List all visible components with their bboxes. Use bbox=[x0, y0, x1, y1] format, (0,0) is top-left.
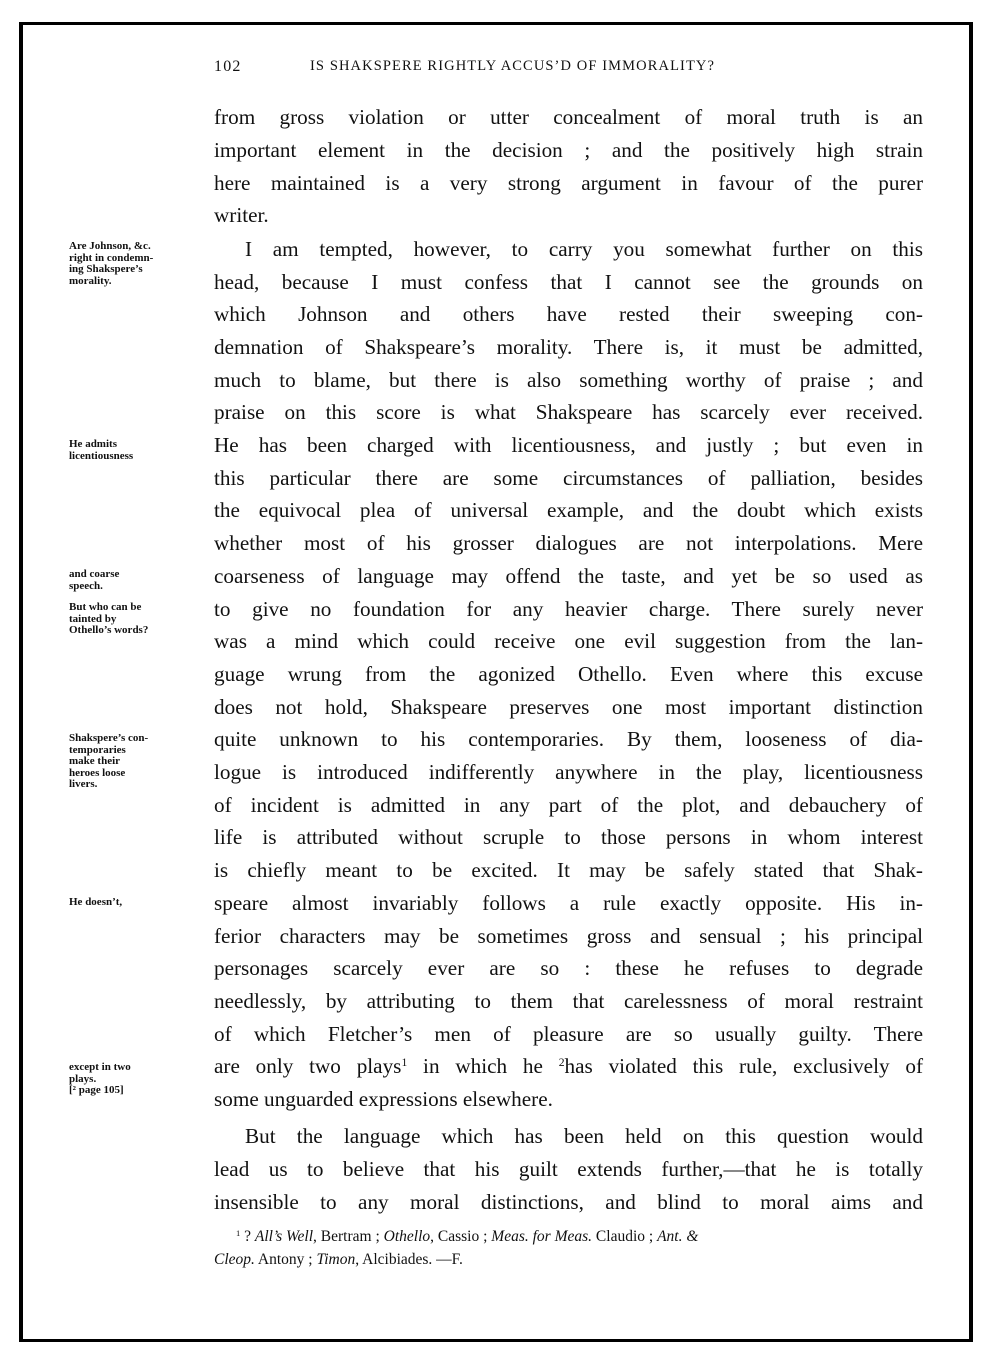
body-line: of which Fletcher’s men of pleasure are so usually guilty. There bbox=[214, 1022, 923, 1046]
margin-note-contemporaries: Shakspere’s con- temporaries make their heroes loose livers. bbox=[69, 732, 149, 790]
body-line: speare almost invariably follows a rule exactly opposite. His in- bbox=[214, 891, 923, 915]
body-line: coarseness of language may offend the taste, and yet be so used as bbox=[214, 564, 923, 588]
margin-note-othello: But who can be tainted by Othello’s words? bbox=[69, 601, 149, 636]
body-line: here maintained is a very strong argument in favour of the purer bbox=[214, 171, 923, 195]
footnote bbox=[214, 1226, 923, 1248]
text-segment: has violated this rule, exclusively of bbox=[564, 1054, 924, 1078]
body-line: of incident is admitted in any part of the plot, and debauchery of bbox=[214, 793, 923, 817]
play-title: Timon bbox=[316, 1251, 356, 1268]
margin-note-doesnt: He doesn’t, bbox=[69, 896, 123, 908]
footnote-text: , Bertram ; bbox=[313, 1228, 384, 1245]
body-line: the equivocal plea of universal example, and the doubt which exists bbox=[214, 498, 923, 522]
body-line: was a mind which could receive one evil suggestion from the lan- bbox=[214, 629, 923, 653]
margin-note-coarse-speech: and coarse speech. bbox=[69, 568, 120, 592]
body-line: praise on this score is what Shakspeare has scarcely ever received. bbox=[214, 400, 923, 424]
footnote-text: Claudio ; bbox=[592, 1228, 658, 1245]
footnote-text: , Cassio ; bbox=[430, 1228, 492, 1245]
margin-note-two-plays: except in two plays. [² page 105] bbox=[69, 1061, 131, 1096]
footnote-text: Antony ; bbox=[254, 1251, 317, 1268]
footnote-text: ? bbox=[244, 1228, 255, 1245]
paragraph-start-line: But the language which has been held on this question would bbox=[245, 1124, 923, 1148]
footnote-line-2 bbox=[214, 1251, 463, 1268]
footnote-text: , Alcibiades. —F. bbox=[355, 1251, 463, 1268]
body-line: much to blame, but there is also something worthy of praise ; and bbox=[214, 368, 923, 392]
body-line: from gross violation or utter concealment of moral truth is an bbox=[214, 105, 923, 129]
body-line: demnation of Shakspeare’s morality. There is, it must be admitted, bbox=[214, 335, 923, 359]
body-line: which Johnson and others have rested their sweeping con- bbox=[214, 302, 923, 326]
body-line: whether most of his grosser dialogues are not interpolations. Mere bbox=[214, 531, 923, 555]
body-line: He has been charged with licentiousness, and justly ; but even in bbox=[214, 433, 923, 457]
margin-note-johnson: Are Johnson, &c. right in condemn- ing Shakspere’s morality. bbox=[69, 240, 154, 287]
footnote-ref-1[interactable]: 1 bbox=[401, 1056, 408, 1070]
footnote-ref-2[interactable]: 2 bbox=[558, 1056, 565, 1070]
body-line: insensible to any moral distinctions, and blind to moral aims and bbox=[214, 1190, 923, 1214]
play-title: Meas. for Meas. bbox=[491, 1228, 593, 1245]
body-line: guage wrung from the agonized Othello. Even where this excuse bbox=[214, 662, 923, 686]
body-line: to give no foundation for any heavier charge. There surely never bbox=[214, 597, 923, 621]
body-line: some unguarded expressions elsewhere. bbox=[214, 1087, 553, 1111]
footnote-marker: 1 bbox=[236, 1227, 241, 1238]
body-line: important element in the decision ; and the positively high strain bbox=[214, 138, 923, 162]
body-line: quite unknown to his contemporaries. By them, looseness of dia- bbox=[214, 727, 923, 751]
body-line: needlessly, by attributing to them that carelessness of moral restraint bbox=[214, 989, 923, 1013]
margin-note-licentiousness: He admits licentiousness bbox=[69, 438, 134, 462]
text-segment: are only two plays bbox=[214, 1054, 402, 1078]
body-line: this particular there are some circumstances of palliation, besides bbox=[214, 466, 923, 490]
body-line: life is attributed without scruple to those persons in whom interest bbox=[214, 825, 923, 849]
body-line: logue is introduced indifferently anywhere in the play, licentiousness bbox=[214, 760, 923, 784]
play-title: Othello bbox=[383, 1228, 431, 1245]
body-line: is chiefly meant to be excited. It may be safely stated that Shak- bbox=[214, 858, 923, 882]
running-head bbox=[214, 58, 924, 82]
body-line: writer. bbox=[214, 203, 269, 227]
play-title: Cleop. bbox=[214, 1251, 255, 1268]
play-title: Ant. & bbox=[657, 1228, 699, 1245]
footnote-line-1 bbox=[244, 1228, 698, 1245]
running-title: IS SHAKSPERE RIGHTLY ACCUS’D OF IMMORALITY? bbox=[310, 58, 716, 74]
body-line: personages scarcely ever are so : these he refuses to degrade bbox=[214, 956, 923, 980]
play-title: All’s Well bbox=[254, 1228, 314, 1245]
footnote-continuation bbox=[214, 1249, 923, 1271]
body-line: head, because I must confess that I cannot see the grounds on bbox=[214, 270, 923, 294]
text-segment: in which he bbox=[407, 1054, 559, 1078]
paragraph-start-line: I am tempted, however, to carry you somewhat further on this bbox=[245, 237, 923, 261]
body-line: does not hold, Shakspeare preserves one most important distinction bbox=[214, 695, 923, 719]
page-number: 102 bbox=[214, 58, 242, 75]
body-line-with-notes bbox=[214, 1050, 923, 1082]
body-line: lead us to believe that his guilt extends further,—that he is totally bbox=[214, 1157, 923, 1181]
body-line: ferior characters may be sometimes gross and sensual ; his principal bbox=[214, 924, 923, 948]
